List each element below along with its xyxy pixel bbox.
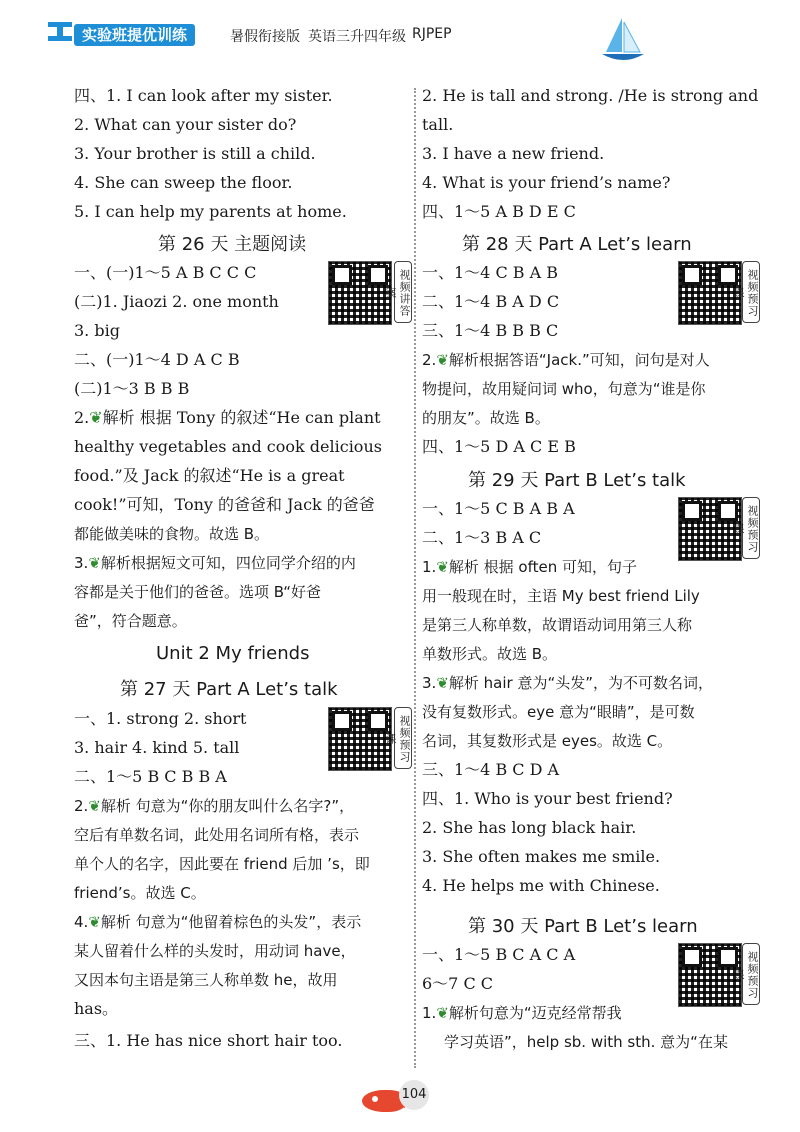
qr-label-day30: 视频预习课 (742, 943, 760, 1005)
answer-line: 二、1～5 B C B B A (74, 767, 227, 786)
answer-line: 二、1～3 B A C (422, 528, 542, 547)
analysis-line (74, 407, 381, 429)
qr-label-day29: 视频预习课 (742, 497, 760, 559)
answer-line: 二、1～4 B A D C (422, 292, 560, 311)
item-number: 1. (422, 1004, 437, 1022)
item-number: 2. (74, 797, 89, 815)
answer-line: 3. big (74, 321, 120, 340)
analysis-line (422, 556, 637, 578)
answer-line: 三、1～4 B B B C (422, 321, 559, 340)
answer-line: 都能做美味的食物。故选 B。 (74, 525, 270, 543)
answer-line: 用一般现在时，主语 My best friend Lily (422, 587, 700, 605)
item-number: 4. (74, 913, 89, 931)
qr-label-day28: 视频预习课 (742, 261, 760, 323)
answer-line: 5. I can help my parents at home. (74, 202, 347, 221)
analysis-line (422, 672, 713, 694)
edition-label: 暑假衔接版 (230, 29, 300, 45)
day-29-heading: 第 29 天 Part B Let’s talk (468, 470, 686, 491)
analysis-line (74, 795, 354, 817)
analysis-text: 解析 句意为“你的朋友叫什么名字?”， (100, 797, 355, 815)
answer-line: 4. She can sweep the floor. (74, 173, 293, 192)
sailboat-icon (598, 16, 648, 66)
item-number: 1. (422, 558, 437, 576)
answer-line: 一、(一)1～5 A B C C C (74, 263, 257, 282)
qr-label-day27: 视频预习课 (394, 707, 412, 769)
day-30-heading: 第 30 天 Part B Let’s learn (468, 916, 698, 937)
answer-line: 3. hair 4. kind 5. tall (74, 738, 240, 757)
item-number: 2. (422, 351, 437, 369)
analysis-text: 解析 根据 Tony 的叙述“He can plant (102, 408, 381, 427)
answer-line: 一、1～5 C B A B A (422, 499, 575, 518)
item-number: 3. (422, 674, 437, 692)
item-number: 2. (74, 408, 90, 427)
day-27-heading: 第 27 天 Part A Let’s talk (120, 679, 338, 700)
leaf-icon: ❦ (89, 408, 103, 427)
answer-line: 又因本句主语是第三人称单数 he，故用 (74, 971, 338, 989)
unit-heading: Unit 2 My friends (156, 643, 310, 664)
brand-title: 实验班提优训练 (74, 24, 195, 46)
analysis-text: 解析句意为“迈克经常帮我 (448, 1004, 622, 1022)
answer-line: 爸”，符合题意。 (74, 612, 187, 630)
day-28-heading: 第 28 天 Part A Let’s learn (462, 234, 692, 255)
answer-line: 空后有单数名词，此处用名词所有格，表示 (74, 826, 360, 844)
answer-line: 单个人的名字，因此要在 friend 后加 ’s，即 (74, 855, 370, 873)
answer-line: 四、1. I can look after my sister. (74, 86, 333, 105)
answer-line: 物提问，故用疑问词 who，句意为“谁是你 (422, 380, 706, 398)
answer-line: 三、1. He has nice short hair too. (74, 1031, 343, 1050)
day-26-heading: 第 26 天 主题阅读 (158, 234, 307, 255)
answer-line: 三、1～4 B C D A (422, 760, 560, 779)
analysis-text: 解析根据短文可知，四位同学介绍的内 (100, 554, 356, 572)
answer-line: (二)1～3 B B B (74, 379, 190, 398)
item-number: 3. (74, 554, 89, 572)
answer-line: 的朋友”。故选 B。 (422, 409, 550, 427)
answer-line: tall. (422, 115, 454, 134)
leaf-icon: ❦ (88, 797, 101, 815)
qr-label-day26: 视频讲答案 (394, 261, 412, 323)
page-header (0, 0, 800, 70)
answer-line: 名词，其复数形式是 eyes。故选 C。 (422, 732, 673, 750)
answer-line: 四、1～5 A B D E C (422, 202, 576, 221)
answer-line: 二、(一)1～4 D A C B (74, 350, 240, 369)
leaf-icon: ❦ (88, 913, 101, 931)
answer-line: friend’s。故选 C。 (74, 884, 206, 902)
answer-line: 是第三人称单数，故谓语动词用第三人称 (422, 616, 693, 634)
answer-line: 容都是关于他们的爸爸。选项 B“好爸 (74, 583, 322, 601)
answer-line: 6～7 C C (422, 974, 494, 993)
answer-line: 2. He is tall and strong. /He is strong and (422, 86, 759, 105)
analysis-text: 解析 hair 意为“头发”，为不可数名词， (448, 674, 714, 692)
answer-line: cook!”可知，Tony 的爸爸和 Jack 的爸爸 (74, 495, 375, 514)
analysis-line (74, 552, 356, 574)
analysis-line (422, 349, 710, 371)
analysis-line (422, 1002, 622, 1024)
fish-eye-icon (372, 1096, 378, 1102)
column-divider (414, 88, 416, 1068)
leaf-icon: ❦ (436, 558, 449, 576)
subject-label: 英语三升四年级 (308, 29, 406, 45)
answer-line: healthy vegetables and cook delicious (74, 437, 382, 456)
answer-line: 一、1. strong 2. short (74, 709, 247, 728)
answer-line: food.”及 Jack 的叙述“He is a great (74, 466, 345, 485)
analysis-text: 解析 根据 often 可知，句子 (448, 558, 638, 576)
answer-line: 单数形式。故选 B。 (422, 645, 558, 663)
leaf-icon: ❦ (88, 554, 101, 572)
answer-line: (二)1. Jiaozi 2. one month (74, 292, 279, 311)
answer-line: 3. I have a new friend. (422, 144, 605, 163)
answer-line: 没有复数形式。eye 意为“眼睛”，是可数 (422, 703, 695, 721)
answer-line: has。 (74, 999, 119, 1018)
brand-logo-icon (48, 20, 72, 42)
leaf-icon: ❦ (436, 351, 449, 369)
answer-line: 3. She often makes me smile. (422, 847, 661, 866)
answer-line: 四、1～5 D A C E B (422, 437, 576, 456)
leaf-icon: ❦ (436, 674, 449, 692)
version-label: RJPEP (412, 26, 452, 42)
answer-line: 四、1. Who is your best friend? (422, 789, 673, 808)
answer-line: 2. She has long black hair. (422, 818, 637, 837)
page-number: 104 (399, 1080, 429, 1110)
answer-line: 一、1～4 C B A B (422, 263, 559, 282)
analysis-text: 解析 句意为“他留着棕色的头发”，表示 (100, 913, 362, 931)
answer-line: 一、1～5 B C A C A (422, 945, 576, 964)
analysis-text: 解析根据答语“Jack.”可知，问句是对人 (448, 351, 710, 369)
answer-line: 4. He helps me with Chinese. (422, 876, 660, 895)
analysis-line (74, 911, 361, 933)
answer-line: 2. What can your sister do? (74, 115, 297, 134)
leaf-icon: ❦ (436, 1004, 449, 1022)
answer-line: 4. What is your friend’s name? (422, 173, 671, 192)
answer-line: 学习英语”，help sb. with sth. 意为“在某 (444, 1033, 728, 1051)
answer-line: 3. Your brother is still a child. (74, 144, 316, 163)
answer-line: 某人留着什么样的头发时，用动词 have， (74, 942, 356, 960)
